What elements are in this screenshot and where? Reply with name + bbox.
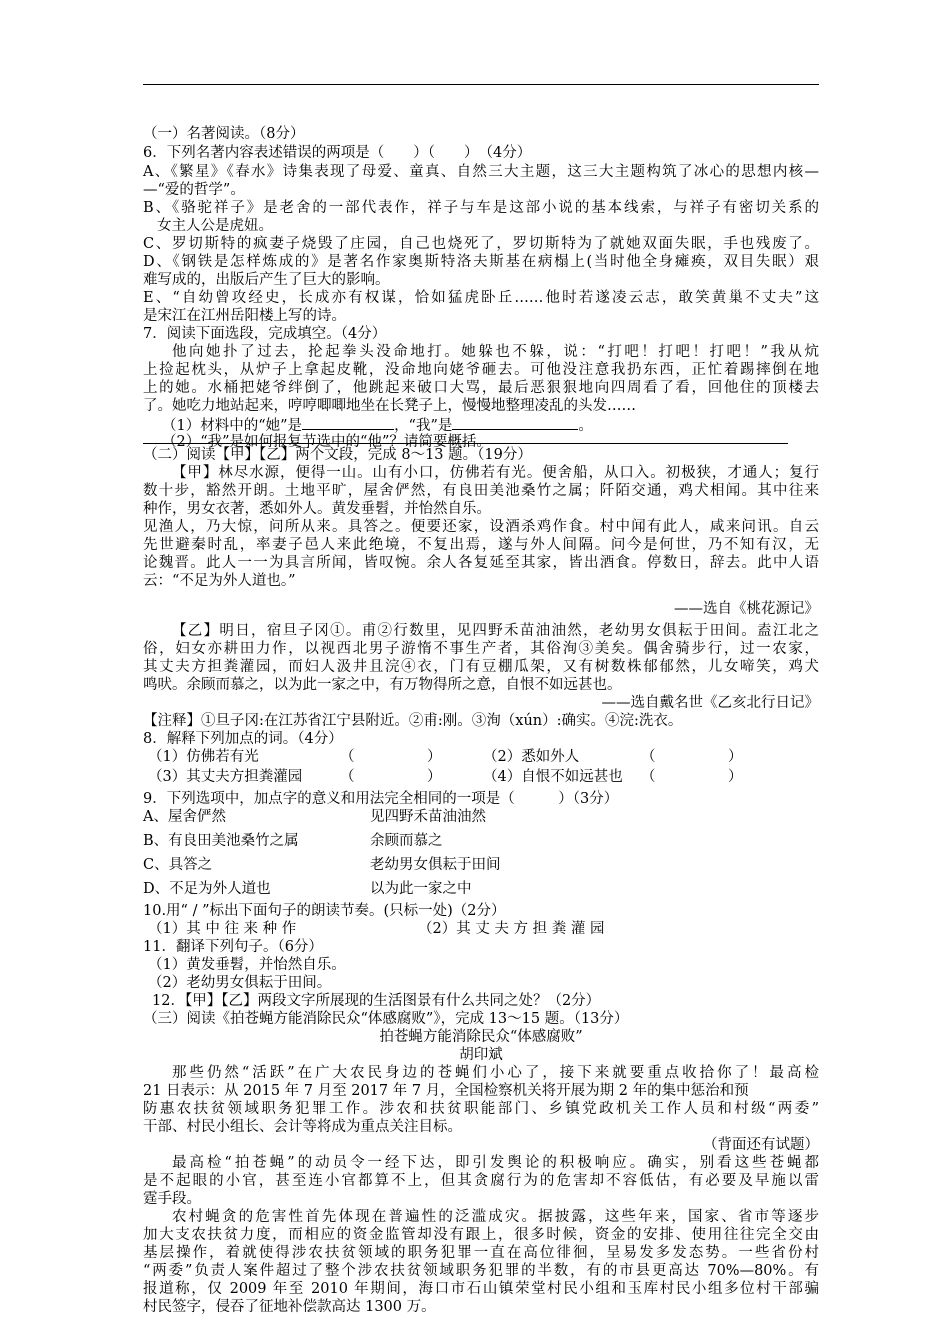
article-line: 农村蝇贪的危害性首先体现在普遍性的泛滥成灾。据披露，这些年来，国家、省市等逐步 xyxy=(172,1209,819,1225)
q6-option-b-cont: 女主人公是虎妞。 xyxy=(157,218,273,234)
q6-option-d-cont: 难写成的，出版后产生了巨大的影响。 xyxy=(143,272,390,288)
q11-stem: 11．翻译下列句子。（6分） xyxy=(143,939,323,955)
article-author: 胡印斌 xyxy=(459,1047,503,1063)
jia-line: 见渔人，乃大惊，问所从来。具答之。便要还家，设酒杀鸡作食。村中闻有此人，咸来问讯。自云 xyxy=(143,519,819,535)
yi-line: 鸣吠。余顾而慕之，以为此一家之中，有万物得所之意，自恨不如远甚也。 xyxy=(143,677,622,693)
section2-heading: （二）阅读【甲】【乙】两个文段，完成 8～13 题。（19分） xyxy=(143,447,532,463)
q8-item-1-paren[interactable]: （ ） xyxy=(340,749,442,765)
q6-option-e: E、“自幼曾攻经史，长成亦有权谋，恰如猛虎卧丘……他时若遂凌云志，敢笑黄巢不丈夫”这 xyxy=(143,290,819,306)
article-line: 基层操作，着就使得涉农扶贫领域的职务犯罪一直在高位徘徊，呈易发多发态势。一些省份村 xyxy=(143,1245,819,1261)
q6-option-a: A、《繁星》《春水》诗集表现了母爱、童真、自然三大主题，这三大主题构筑了冰心的思想内核— xyxy=(143,164,819,180)
jia-line: 云：“不足为外人道也。” xyxy=(143,573,296,589)
jia-source: ——选自《桃花源记》 xyxy=(674,601,819,617)
q9-option-c-right: 老幼男女俱耘于田间 xyxy=(370,857,501,873)
q8-item-3-paren[interactable]: （ ） xyxy=(340,769,442,785)
yi-line: 【乙】明日，宿旦子冈①。甫②行数里，见四野禾苗油油然，老幼男女俱耘于田间。盍江北之 xyxy=(172,623,819,639)
yi-source: ——选自戴名世《乙亥北行日记》 xyxy=(601,695,819,711)
yi-line: 俗，妇女亦耕田力作，以视西北男子游惰不事生产者，其俗洵③美矣。偶舍骑步行，过一农家， xyxy=(143,641,819,657)
article-line: 霆手段。 xyxy=(143,1191,201,1207)
section1-heading: （一）名著阅读。（8分） xyxy=(143,126,305,142)
article-line: “两委”负责人案件超过了整个涉农扶贫领域职务犯罪的半数，有的市县更高达 70%—80%。有 xyxy=(143,1263,819,1279)
jia-line: 数十步，豁然开朗。土地平旷，屋舍俨然，有良田美池桑竹之属；阡陌交通，鸡犬相闻。其中往来 xyxy=(143,483,819,499)
q9-option-b-left: B、有良田美池桑竹之属 xyxy=(143,833,299,849)
q7-sub1: （1）材料中的“她”是 ，“我”是 。 xyxy=(162,415,593,435)
section3-heading: （三）阅读《拍苍蝇方能消除民众“体感腐败”》，完成 13～15 题。（13分） xyxy=(143,1011,629,1027)
article-line: 报道称，仅 2009 年至 2010 年期间，海口市石山镇荣堂村民小组和玉库村民小组多位村干部骗 xyxy=(143,1281,819,1297)
q6-option-c: C、罗切斯特的疯妻子烧毁了庄园，自己也烧死了，罗切斯特为了就她双面失眠，手也残废了。 xyxy=(143,236,819,252)
q10-sentence-1: （1）其 中 往 来 种 作 xyxy=(148,921,297,937)
q10-stem: 10.用“ / ”标出下面句子的朗读节奏。(只标一处)（2分） xyxy=(143,903,506,919)
article-line: 21 日表示：从 2015 年 7 月至 2017 年 7 月，全国检察机关将开展为期 2 年的集中惩治和预 xyxy=(143,1083,749,1099)
article-line: 防惠农扶贫领域职务犯罪工作。涉农和扶贫职能部门、乡镇党政机关工作人员和村级“两委” xyxy=(143,1101,819,1117)
q8-item-2-paren[interactable]: （ ） xyxy=(641,749,743,765)
article-line: 干部、村民小组长、会计等将成为重点关注目标。 xyxy=(143,1119,462,1135)
q7-answer-blank-1[interactable] xyxy=(302,415,394,430)
article-title: 拍苍蝇方能消除民众“体感腐败” xyxy=(379,1029,583,1045)
jia-line: 【甲】林尽水源，便得一山。山有小口，仿佛若有光。便舍船，从口入。初极狭，才通人；复行 xyxy=(172,465,819,481)
q9-stem: 9．下列选项中，加点字的意义和用法完全相同的一项是（ ）（3分） xyxy=(143,791,619,807)
q7-answer-blank-2[interactable] xyxy=(452,415,578,430)
article-line: 村民签字，侵吞了征地补偿款高达 1300 万。 xyxy=(143,1299,436,1315)
q6-option-a-cont: —“爱的哲学”。 xyxy=(143,182,245,198)
q8-item-4-paren[interactable]: （ ） xyxy=(641,769,743,785)
q9-option-c-left: C、具答之 xyxy=(143,857,213,873)
q9-option-b-right: 余顾而慕之 xyxy=(370,833,443,849)
q9-option-d-right: 以为此一家之中 xyxy=(370,881,472,897)
q9-option-a-right: 见四野禾苗油油然 xyxy=(370,809,486,825)
answer-rule xyxy=(143,443,788,444)
q9-option-d-left: D、不足为外人道也 xyxy=(143,881,271,897)
back-page-note: （背面还有试题） xyxy=(703,1137,819,1153)
q8-item-3: （3）其丈夫方担粪灌园 xyxy=(148,769,303,785)
jia-line: 种作，男女衣著，悉如外人。黄发垂髫，并怡然自乐。 xyxy=(143,501,491,517)
header-rule xyxy=(143,84,819,85)
q6-option-e-cont: 是宋江在江州岳阳楼上写的诗。 xyxy=(143,308,346,324)
article-line: 加大支农扶贫力度，而相应的资金监管却没有跟上，很多时候，资金的安排、使用往往完全交由 xyxy=(143,1227,819,1243)
q7-passage-line: 他向她扑了过去，抡起拳头没命地打。她躲也不躲，说：“打吧！打吧！打吧！”我从炕 xyxy=(172,344,819,360)
article-line: 最高检“拍苍蝇”的动员令一经下达，即引发舆论的积极响应。确实，别看这些苍蝇都 xyxy=(172,1155,819,1171)
jia-line: 论魏晋。此人一一为具言所闻，皆叹惋。余人各复延至其家，皆出酒食。停数日，辞去。此中人语 xyxy=(143,555,819,571)
q8-item-4: （4）自恨不如远甚也 xyxy=(483,769,623,785)
q11-sentence-2: （2）老幼男女俱耘于田间。 xyxy=(148,975,332,991)
q10-sentence-2: （2）其 丈 夫 方 担 粪 灌 园 xyxy=(418,921,605,937)
q7-sub2: （2）“我”是如何报复节选中的“他”？请简要概括。 xyxy=(162,434,491,450)
article-line: 是不起眼的小官，甚至连小官都算不上，但其贪腐行为的危害却不容低估，有必要及早施以雷 xyxy=(143,1173,819,1189)
article-line: 那些仍然“活跃”在广大农民身边的苍蝇们小心了，接下来就要重点收拾你了！最高检 xyxy=(172,1065,819,1081)
q8-stem: 8．解释下列加点的词。（4分） xyxy=(143,731,343,747)
q7-passage-line: 上捡起枕头，从炉子上拿起皮靴，没命地向姥爷砸去。可他没注意我扔东西，正忙着踢摔倒在地 xyxy=(143,362,819,378)
q12-stem: 12．【甲】【乙】两段文字所展现的生活图景有什么共同之处？（2分） xyxy=(152,993,601,1009)
q7-passage-line: 了。她吃力地站起来，哼哼唧唧地坐在长凳子上，慢慢地整理凌乱的头发…… xyxy=(143,398,636,414)
q11-sentence-1: （1）黄发垂髫，并怡然自乐。 xyxy=(148,957,346,973)
q7-passage-line: 上的她。水桶把姥爷绊倒了，他跳起来破口大骂，最后恶狠狠地向四周看了看，回他住的顶楼去 xyxy=(143,380,819,396)
q8-item-1: （1）仿佛若有光 xyxy=(148,749,259,765)
q9-option-a-left: A、屋舍俨然 xyxy=(143,809,226,825)
q6-stem: 6．下列名著内容表述错误的两项是（ ）（ ） （4分） xyxy=(143,145,532,161)
q7-stem: 7．阅读下面选段，完成填空。（4分） xyxy=(143,326,387,342)
q6-option-b: B、《骆驼祥子》是老舍的一部代表作，祥子与车是这部小说的基本线索，与祥子有密切关系的 xyxy=(143,200,819,216)
q6-option-d: D、《钢铁是怎样炼成的》是著名作家奥斯特洛夫斯基在病榻上(当时他全身瘫痪，双目失眠）艰 xyxy=(143,254,819,270)
q8-item-2: （2）悉如外人 xyxy=(483,749,580,765)
annotation-note: 【注释】①旦子冈:在江苏省江宁县附近。②甫:刚。③洵（xún）:确实。④浣:洗衣。 xyxy=(143,713,683,729)
yi-line: 其丈夫方担粪灌园，而妇人汲井且浣④衣，门有豆棚瓜架，又有树数株郁郁然，儿女啼笑，鸡犬 xyxy=(143,659,819,675)
jia-line: 先世避秦时乱，率妻子邑人来此绝境，不复出焉，遂与外人间隔。问今是何世，乃不知有汉，无 xyxy=(143,537,819,553)
